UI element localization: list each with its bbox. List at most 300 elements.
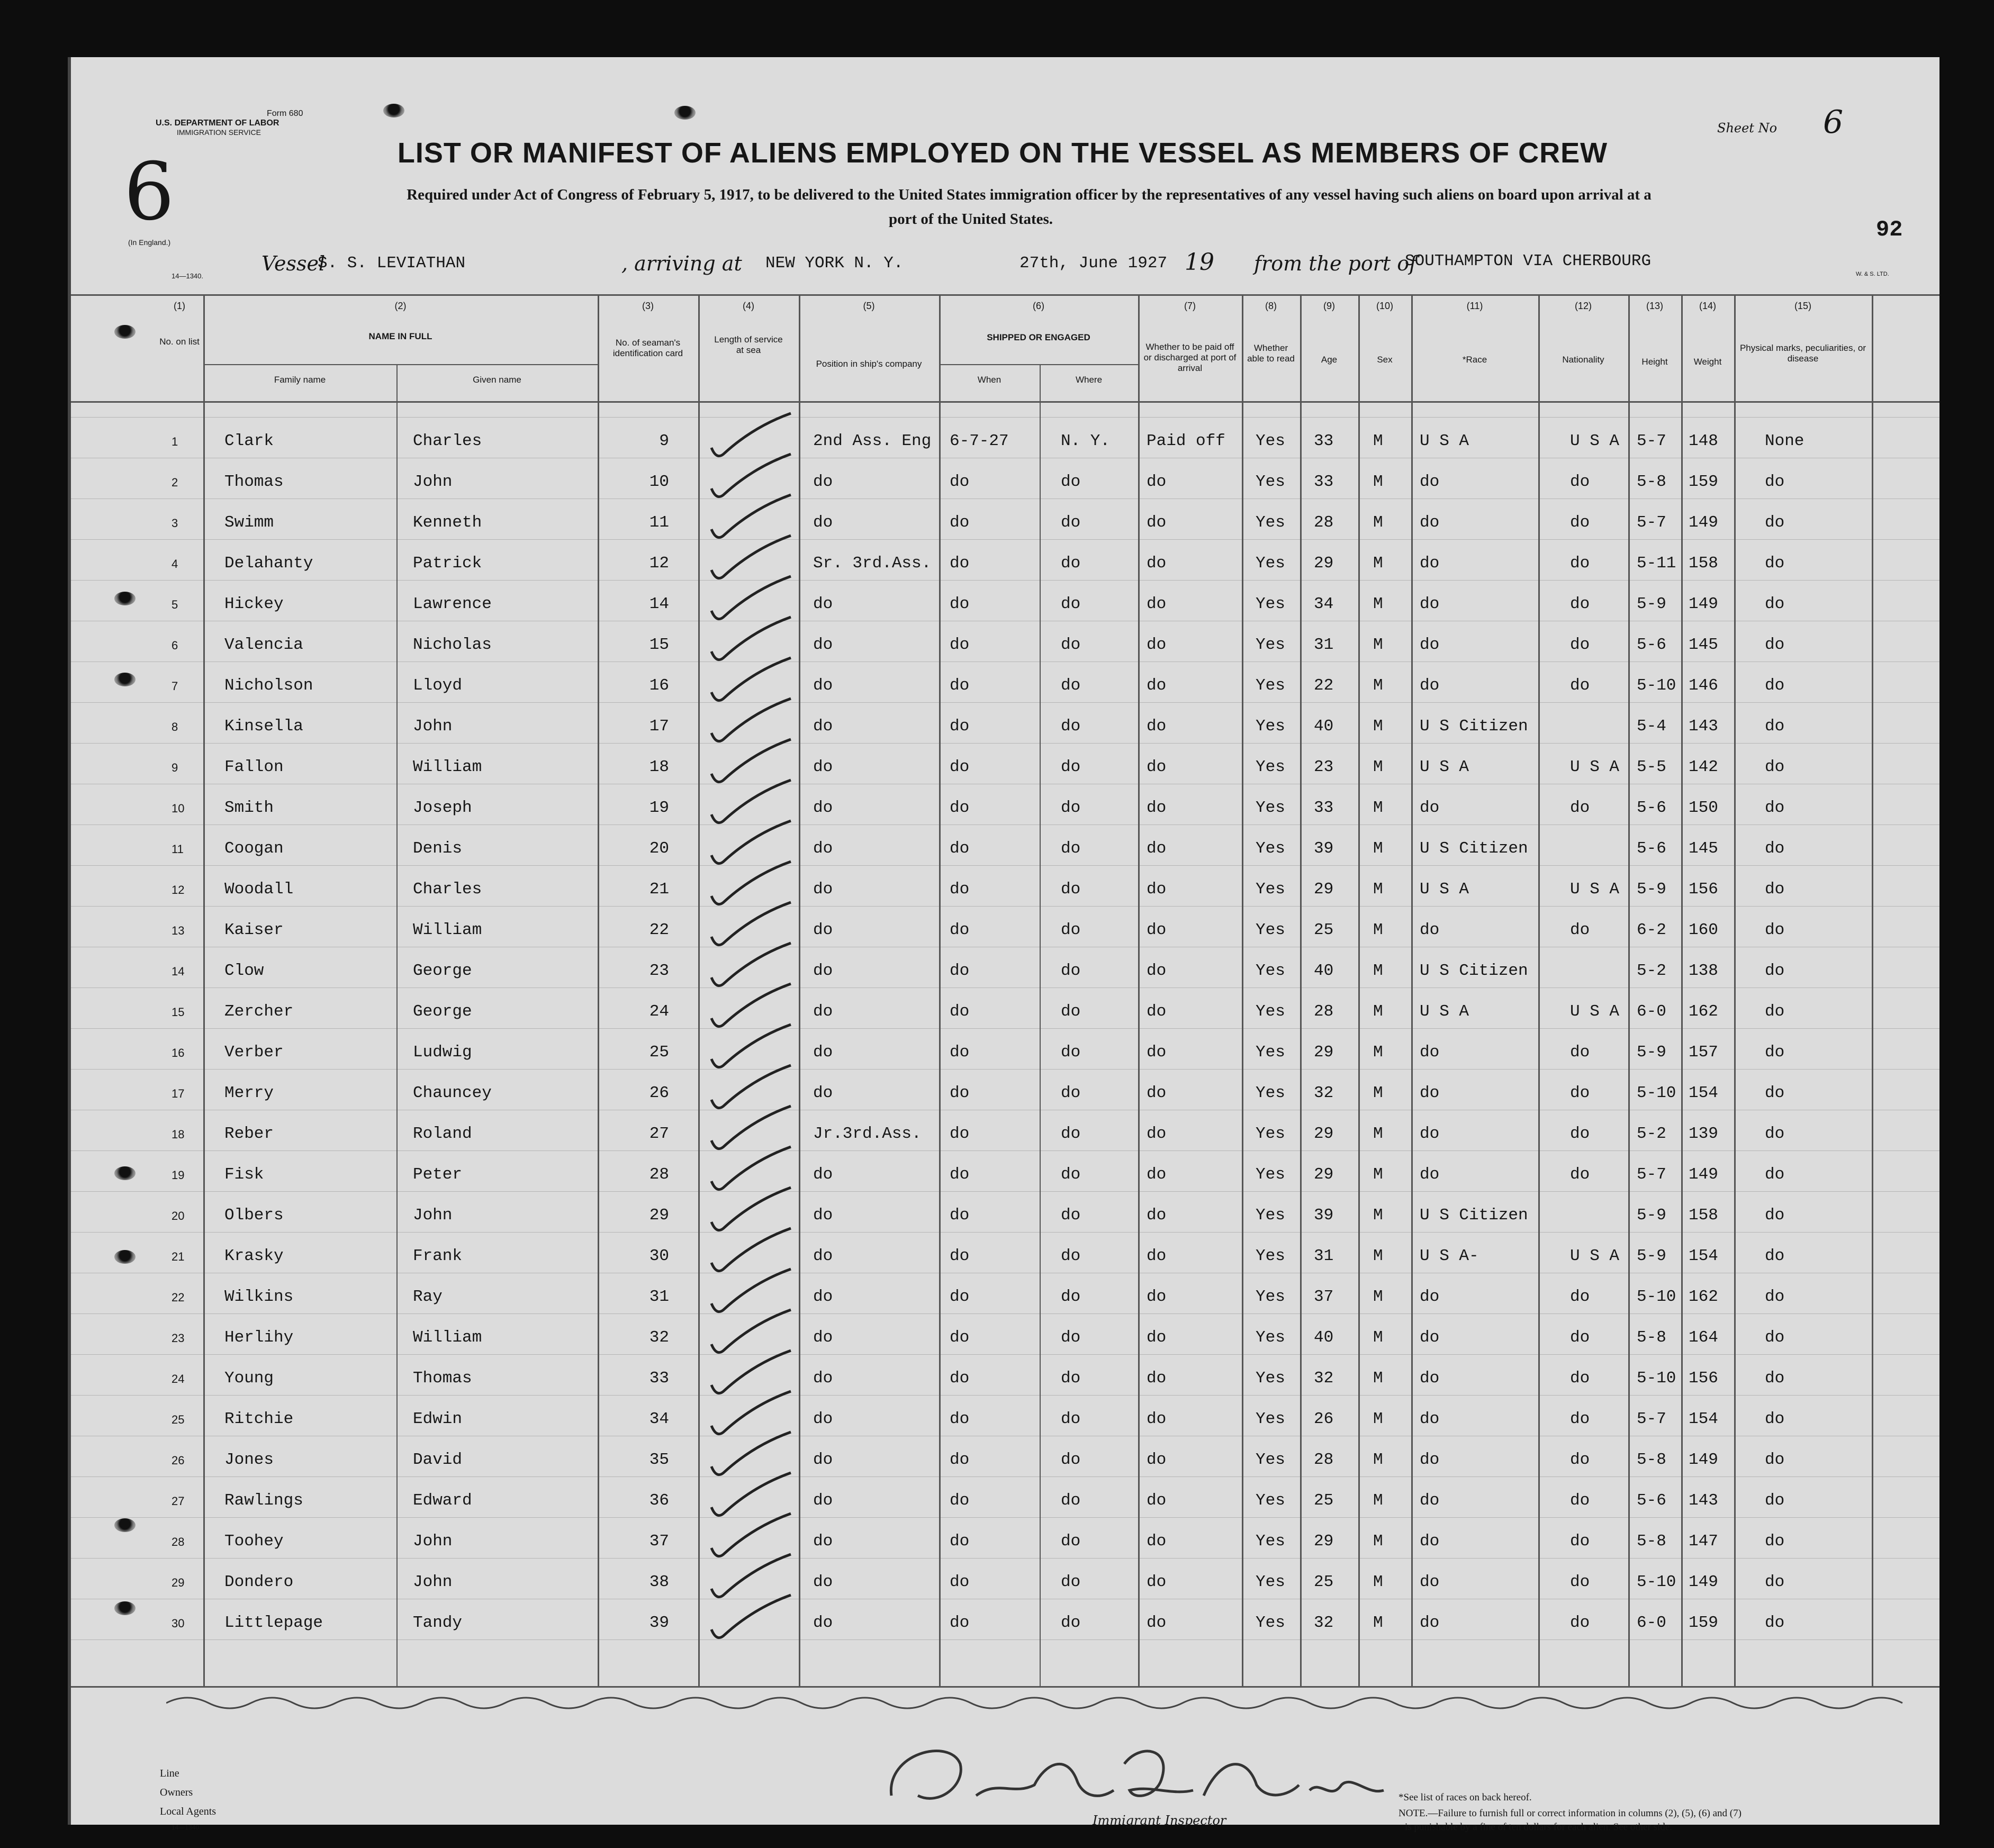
age: 40 [1314, 1328, 1334, 1347]
physical-marks: do [1765, 921, 1785, 939]
column-divider [1138, 294, 1140, 1686]
race: do [1420, 1165, 1440, 1184]
family-name: Fallon [224, 758, 284, 776]
sex: M [1373, 921, 1383, 939]
paid-off: do [1147, 636, 1167, 654]
race: do [1420, 921, 1440, 939]
given-name: George [413, 1002, 472, 1021]
shipped-when: do [950, 1165, 970, 1184]
punch-hole [383, 104, 404, 117]
id-card-number: 23 [649, 962, 669, 980]
row-number: 20 [172, 1209, 185, 1222]
col-num-11: (11) [1466, 301, 1483, 311]
row-number: 18 [172, 1128, 185, 1141]
row-rule [71, 1354, 1939, 1355]
id-card-number: 20 [649, 839, 669, 858]
column-divider [1411, 294, 1413, 1686]
given-name: Nicholas [413, 636, 492, 654]
race: do [1420, 473, 1440, 491]
sex: M [1373, 473, 1383, 491]
arriving-label: , arriving at [621, 252, 742, 275]
height: 5-10 [1637, 1084, 1676, 1102]
age: 40 [1314, 717, 1334, 736]
paid-off: do [1147, 1369, 1167, 1388]
shipped-when: do [950, 1084, 970, 1102]
shipped-where: do [1061, 1532, 1081, 1551]
able-to-read: Yes [1256, 1451, 1285, 1469]
column-divider [396, 365, 398, 1686]
nationality: U S A [1570, 1002, 1620, 1021]
row-rule [71, 1069, 1939, 1070]
family-name: Merry [224, 1084, 274, 1102]
shipped-where: do [1061, 1573, 1081, 1591]
form-number: Form 680 [267, 109, 303, 118]
punch-hole [114, 325, 136, 339]
shipped-when: do [950, 473, 970, 491]
header-no-on-list: No. on list [159, 337, 200, 347]
col-num-1: (1) [174, 301, 185, 311]
header-height: Height [1641, 357, 1668, 367]
col-num-4: (4) [743, 301, 754, 311]
arrival-date: 27th, June 1927 [1019, 254, 1168, 273]
height: 5-6 [1637, 839, 1666, 858]
shipped-where: do [1061, 717, 1081, 736]
weight: 142 [1689, 758, 1718, 776]
nationality: do [1570, 1491, 1590, 1510]
paid-off: do [1147, 1410, 1167, 1428]
length-of-service-checkmark [701, 1592, 807, 1645]
paid-off: do [1147, 921, 1167, 939]
shipped-where: do [1061, 1369, 1081, 1388]
race: do [1420, 1532, 1440, 1551]
sex: M [1373, 1043, 1383, 1062]
physical-marks: do [1765, 1125, 1785, 1143]
weight: 154 [1689, 1410, 1718, 1428]
age: 40 [1314, 962, 1334, 980]
shipped-where: do [1061, 1043, 1081, 1062]
col-num-15: (15) [1794, 301, 1811, 311]
height: 5-7 [1637, 1165, 1666, 1184]
column-divider [1628, 294, 1630, 1686]
from-port: SOUTHAMPTON VIA CHERBOURG [1405, 252, 1652, 270]
shipped-where: do [1061, 473, 1081, 491]
given-name: Kenneth [413, 513, 482, 532]
weight: 149 [1689, 1573, 1718, 1591]
sex: M [1373, 1532, 1383, 1551]
nationality: do [1570, 1410, 1590, 1428]
able-to-read: Yes [1256, 1491, 1285, 1510]
physical-marks: do [1765, 636, 1785, 654]
age: 33 [1314, 432, 1334, 450]
row-rule [71, 1191, 1939, 1192]
column-divider [1358, 294, 1360, 1686]
physical-marks: do [1765, 1451, 1785, 1469]
shipped-when: do [950, 962, 970, 980]
table-header-bottom-border [71, 401, 1939, 403]
age: 39 [1314, 839, 1334, 858]
height: 5-6 [1637, 636, 1666, 654]
sex: M [1373, 1451, 1383, 1469]
row-number: 19 [172, 1168, 185, 1182]
table-bottom-border [71, 1686, 1939, 1688]
row-number: 30 [172, 1617, 185, 1630]
family-name: Krasky [224, 1247, 284, 1265]
nationality: U S A [1570, 1247, 1620, 1265]
sex: M [1373, 1125, 1383, 1143]
id-card-number: 37 [649, 1532, 669, 1551]
id-card-number: 28 [649, 1165, 669, 1184]
given-name: John [413, 1532, 453, 1551]
sex: M [1373, 758, 1383, 776]
paid-off: do [1147, 799, 1167, 817]
col-num-14: (14) [1699, 301, 1716, 311]
age: 32 [1314, 1084, 1334, 1102]
race: do [1420, 636, 1440, 654]
row-number: 1 [172, 435, 178, 448]
nationality: do [1570, 1614, 1590, 1632]
family-name: Delahanty [224, 554, 313, 573]
given-name: Tandy [413, 1614, 463, 1632]
shipped-where: N. Y. [1061, 432, 1111, 450]
given-name: Lawrence [413, 595, 492, 613]
col-num-9: (9) [1323, 301, 1335, 311]
column-divider [1872, 294, 1873, 1686]
race: do [1420, 1369, 1440, 1388]
paid-off: do [1147, 1125, 1167, 1143]
header-sex: Sex [1377, 355, 1393, 365]
height: 5-7 [1637, 1410, 1666, 1428]
physical-marks: do [1765, 595, 1785, 613]
physical-marks: do [1765, 1165, 1785, 1184]
ship-position: do [813, 1288, 833, 1306]
ship-position: do [813, 880, 833, 899]
family-name: Verber [224, 1043, 284, 1062]
row-rule [71, 743, 1939, 744]
column-divider [698, 294, 700, 1686]
id-card-number: 24 [649, 1002, 669, 1021]
weight: 164 [1689, 1328, 1718, 1347]
sex: M [1373, 799, 1383, 817]
shipped-where: do [1061, 1084, 1081, 1102]
height: 6-0 [1637, 1002, 1666, 1021]
punch-hole [114, 1250, 136, 1264]
ship-position: do [813, 513, 833, 532]
age: 29 [1314, 1125, 1334, 1143]
race: do [1420, 1491, 1440, 1510]
physical-marks: do [1765, 1206, 1785, 1225]
shipped-where: do [1061, 1125, 1081, 1143]
race: do [1420, 513, 1440, 532]
given-name: Chauncey [413, 1084, 492, 1102]
column-divider [1734, 294, 1736, 1686]
row-rule [71, 1558, 1939, 1559]
height: 5-6 [1637, 1491, 1666, 1510]
given-name: Denis [413, 839, 463, 858]
nationality: do [1570, 1084, 1590, 1102]
able-to-read: Yes [1256, 1002, 1285, 1021]
row-number: 11 [172, 843, 184, 856]
punch-hole [674, 106, 696, 120]
row-rule [71, 539, 1939, 540]
shipped-where: do [1061, 1328, 1081, 1347]
row-number: 5 [172, 598, 178, 611]
nationality: do [1570, 1288, 1590, 1306]
column-divider [203, 294, 205, 1686]
row-rule [71, 417, 1939, 418]
ship-position: do [813, 1084, 833, 1102]
row-number: 8 [172, 720, 178, 733]
paid-off: do [1147, 839, 1167, 858]
id-card-number: 11 [649, 513, 669, 532]
footer-agents-label: Local Agents [160, 1806, 216, 1817]
weight: 156 [1689, 1369, 1718, 1388]
england-mark: (In England.) [128, 238, 171, 247]
physical-marks: do [1765, 717, 1785, 736]
age: 31 [1314, 636, 1334, 654]
ship-position: do [813, 1410, 833, 1428]
able-to-read: Yes [1256, 473, 1285, 491]
given-name: Roland [413, 1125, 472, 1143]
ship-position: 2nd Ass. Eng [813, 432, 932, 450]
shipped-where: do [1061, 1247, 1081, 1265]
sheet-label: Sheet No [1717, 121, 1778, 135]
physical-marks: do [1765, 1573, 1785, 1591]
physical-marks: do [1765, 1084, 1785, 1102]
nationality: do [1570, 554, 1590, 573]
family-name: Thomas [224, 473, 284, 491]
able-to-read: Yes [1256, 839, 1285, 858]
sex: M [1373, 1369, 1383, 1388]
sex: M [1373, 1288, 1383, 1306]
row-number: 4 [172, 557, 178, 570]
family-name: Nicholson [224, 676, 313, 695]
race: do [1420, 1043, 1440, 1062]
shipped-where: do [1061, 1165, 1081, 1184]
id-card-number: 32 [649, 1328, 669, 1347]
id-card-number: 29 [649, 1206, 669, 1225]
race: do [1420, 1614, 1440, 1632]
id-card-number: 26 [649, 1084, 669, 1102]
family-name: Kaiser [224, 921, 284, 939]
physical-marks: do [1765, 1288, 1785, 1306]
note-line1: NOTE.—Failure to furnish full or correct information in columns (2), (5), (6) and (7) [1398, 1808, 1742, 1819]
given-name: William [413, 921, 482, 939]
race: do [1420, 1410, 1440, 1428]
manifest-sheet [68, 57, 1939, 1833]
id-card-number: 25 [649, 1043, 669, 1062]
race: U S A [1420, 758, 1469, 776]
arrival-date-hand: 19 [1185, 249, 1214, 276]
race: do [1420, 554, 1440, 573]
weight: 156 [1689, 880, 1718, 899]
height: 5-7 [1637, 513, 1666, 532]
printer-code: 14—1340. [172, 272, 203, 280]
vessel-label: Vessel [261, 252, 326, 275]
sex: M [1373, 513, 1383, 532]
shipped-when: do [950, 1410, 970, 1428]
nationality: do [1570, 513, 1590, 532]
table-top-border [71, 294, 1939, 296]
row-rule [71, 865, 1939, 866]
nationality: do [1570, 921, 1590, 939]
shipped-where: do [1061, 1614, 1081, 1632]
paid-off: do [1147, 1043, 1167, 1062]
id-card-number: 27 [649, 1125, 669, 1143]
age: 33 [1314, 473, 1334, 491]
physical-marks: do [1765, 1410, 1785, 1428]
nationality: do [1570, 1532, 1590, 1551]
sex: M [1373, 1084, 1383, 1102]
ship-position: do [813, 1573, 833, 1591]
ship-position: do [813, 962, 833, 980]
physical-marks: do [1765, 1328, 1785, 1347]
shipped-where: do [1061, 636, 1081, 654]
age: 25 [1314, 1491, 1334, 1510]
subtitle-line1: Required under Act of Congress of February 5, 1917, to be delivered to the United States immigration officer by the representatives of any vessel having such aliens on board upon arrival at a [407, 186, 1652, 203]
physical-marks: do [1765, 839, 1785, 858]
age: 34 [1314, 595, 1334, 613]
shipped-where: do [1061, 1288, 1081, 1306]
shipped-when: do [950, 1043, 970, 1062]
race: U S A [1420, 880, 1469, 899]
shipped-where: do [1061, 513, 1081, 532]
id-card-number: 33 [649, 1369, 669, 1388]
weight: 154 [1689, 1084, 1718, 1102]
sex: M [1373, 636, 1383, 654]
height: 5-10 [1637, 1369, 1676, 1388]
handwritten-sheet-mark: 6 [124, 146, 175, 238]
footer-line-label: Line [160, 1768, 179, 1779]
col-num-6: (6) [1033, 301, 1044, 311]
shipped-where: do [1061, 1451, 1081, 1469]
able-to-read: Yes [1256, 554, 1285, 573]
shipped-when: do [950, 717, 970, 736]
row-rule [71, 1395, 1939, 1396]
family-name: Rawlings [224, 1491, 303, 1510]
family-name: Littlepage [224, 1614, 323, 1632]
given-name: Lloyd [413, 676, 463, 695]
col-num-8: (8) [1265, 301, 1277, 311]
row-number: 3 [172, 517, 178, 530]
row-number: 26 [172, 1454, 185, 1467]
header-nationality: Nationality [1562, 355, 1604, 365]
height: 5-10 [1637, 1288, 1676, 1306]
height: 5-9 [1637, 880, 1666, 899]
weight: 149 [1689, 1451, 1718, 1469]
sex: M [1373, 1614, 1383, 1632]
punch-hole [114, 1518, 136, 1532]
able-to-read: Yes [1256, 1614, 1285, 1632]
row-number: 22 [172, 1291, 185, 1304]
header-length-service: Length of service at sea [714, 334, 783, 355]
family-name: Hickey [224, 595, 284, 613]
able-to-read: Yes [1256, 513, 1285, 532]
shipped-when: do [950, 554, 970, 573]
ship-position: do [813, 1206, 833, 1225]
header-physical-marks: Physical marks, peculiarities, or disease [1739, 343, 1866, 364]
column-divider [1242, 294, 1243, 1686]
shipped-when: do [950, 1491, 970, 1510]
nationality: do [1570, 1451, 1590, 1469]
ship-position: do [813, 676, 833, 695]
age: 28 [1314, 1451, 1334, 1469]
race: do [1420, 1328, 1440, 1347]
shipped-where: do [1061, 1410, 1081, 1428]
able-to-read: Yes [1256, 1328, 1285, 1347]
physical-marks: do [1765, 962, 1785, 980]
paid-off: do [1147, 1573, 1167, 1591]
able-to-read: Yes [1256, 636, 1285, 654]
vessel-name: S. S. LEVIATHAN [318, 254, 466, 273]
id-card-number: 14 [649, 595, 669, 613]
physical-marks: do [1765, 1002, 1785, 1021]
punch-hole [114, 1166, 136, 1180]
row-number: 29 [172, 1576, 185, 1589]
physical-marks: do [1765, 799, 1785, 817]
age: 28 [1314, 513, 1334, 532]
id-card-number: 21 [649, 880, 669, 899]
ship-position: do [813, 799, 833, 817]
shipped-when: do [950, 1451, 970, 1469]
race: U S Citizen [1420, 962, 1528, 980]
shipped-when: do [950, 799, 970, 817]
header-shipped-engaged: SHIPPED OR ENGAGED [987, 332, 1090, 342]
able-to-read: Yes [1256, 595, 1285, 613]
shipped-when: do [950, 595, 970, 613]
ship-position: do [813, 636, 833, 654]
given-name: John [413, 1573, 453, 1591]
header-family-name: Family name [274, 375, 326, 385]
row-number: 23 [172, 1331, 185, 1345]
shipped-when: do [950, 1328, 970, 1347]
physical-marks: do [1765, 1043, 1785, 1062]
ship-position: do [813, 1002, 833, 1021]
ship-position: do [813, 1451, 833, 1469]
header-able-read: Whether able to read [1247, 343, 1295, 364]
column-divider [598, 294, 599, 1686]
physical-marks: do [1765, 1247, 1785, 1265]
given-name: Patrick [413, 554, 482, 573]
paid-off: do [1147, 758, 1167, 776]
shipped-when: do [950, 921, 970, 939]
ship-position: do [813, 1369, 833, 1388]
inspector-caption: Immigrant Inspector [1093, 1813, 1226, 1828]
weight: 139 [1689, 1125, 1718, 1143]
shipped-where: do [1061, 554, 1081, 573]
row-number: 6 [172, 639, 178, 652]
col-num-3: (3) [642, 301, 654, 311]
age: 32 [1314, 1614, 1334, 1632]
id-card-number: 34 [649, 1410, 669, 1428]
paid-off: do [1147, 676, 1167, 695]
id-card-number: 17 [649, 717, 669, 736]
shipped-when: do [950, 1002, 970, 1021]
given-name: William [413, 758, 482, 776]
row-number: 7 [172, 680, 178, 693]
race: do [1420, 676, 1440, 695]
given-name: John [413, 1206, 453, 1225]
paid-off: Paid off [1147, 432, 1225, 450]
shipped-when: do [950, 758, 970, 776]
family-name: Toohey [224, 1532, 284, 1551]
race: do [1420, 1573, 1440, 1591]
paid-off: do [1147, 1491, 1167, 1510]
age: 29 [1314, 1043, 1334, 1062]
race: do [1420, 595, 1440, 613]
header-id-card: No. of seaman's identification card [612, 338, 683, 358]
department-label: U.S. DEPARTMENT OF LABOR [156, 119, 279, 128]
col-num-2: (2) [394, 301, 407, 311]
